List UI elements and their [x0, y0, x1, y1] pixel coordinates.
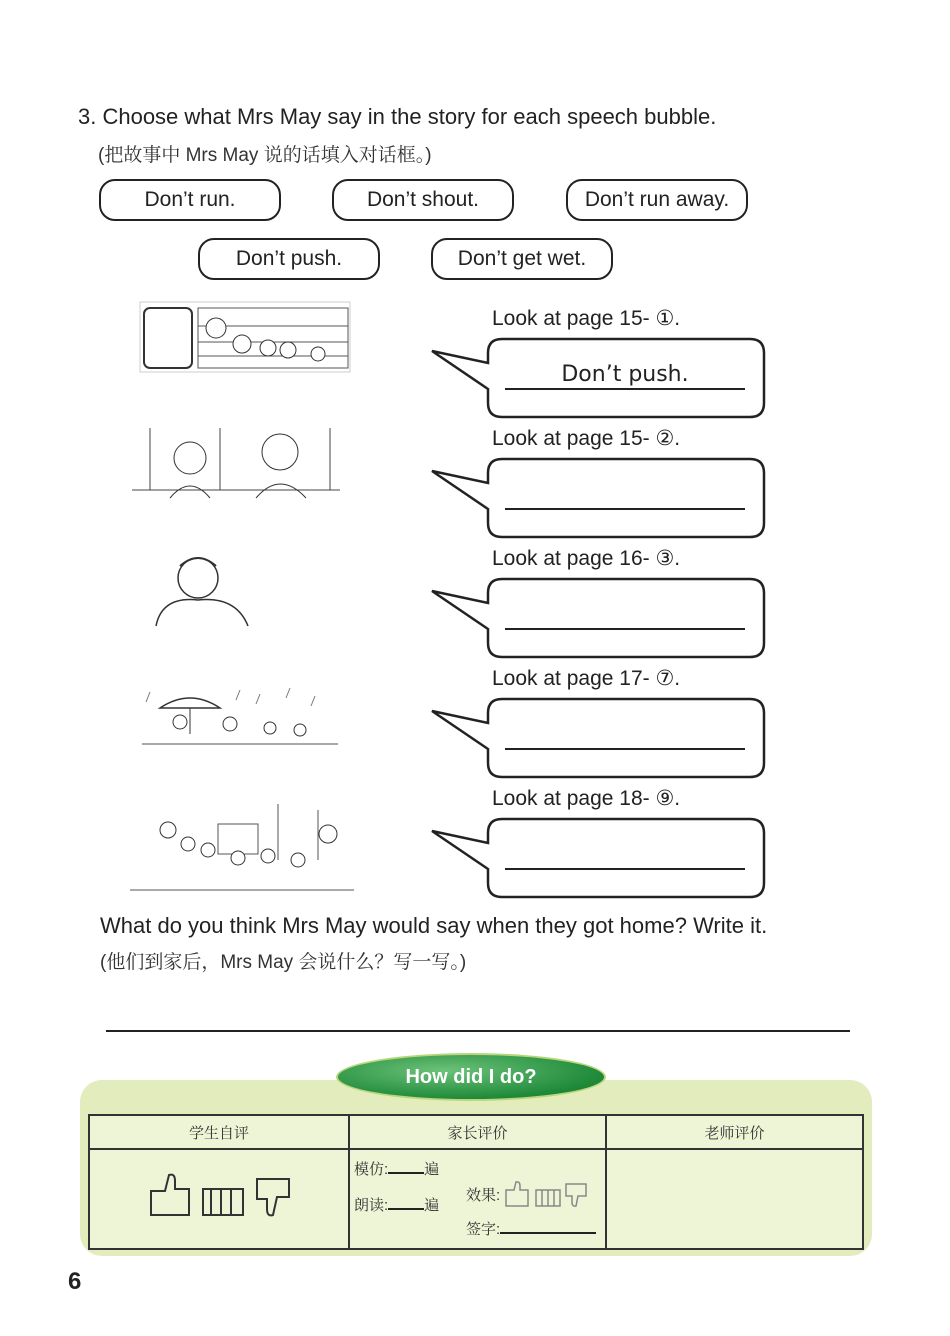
question-title: 3. Choose what Mrs May say in the story for each speech bubble. — [78, 104, 717, 129]
option-dont-run-away[interactable]: Don’t run away. — [566, 179, 748, 221]
option-dont-push[interactable]: Don’t push. — [198, 238, 380, 280]
imitate-times: 遍 — [424, 1161, 440, 1178]
option-dont-shout[interactable]: Don’t shout. — [332, 179, 514, 221]
sign-row — [466, 1218, 596, 1239]
item-1-label: Look at page 15- ①. — [492, 307, 681, 330]
parent-eval-cell[interactable] — [349, 1149, 606, 1249]
crowd-street-illustration — [128, 800, 356, 894]
read-row — [354, 1194, 439, 1215]
how-did-i-do-badge: How did I do? — [336, 1053, 606, 1101]
answer-1[interactable]: Don’t push. — [561, 362, 689, 387]
answer-line-4[interactable] — [505, 748, 745, 750]
children-at-bus-illustration — [138, 298, 354, 376]
children-on-bus-illustration — [130, 424, 342, 500]
answer-line-1[interactable] — [505, 388, 745, 390]
option-dont-run[interactable]: Don’t run. — [99, 179, 281, 221]
item-4-label: Look at page 17- ⑦. — [492, 667, 681, 690]
question2-subtitle: (他们到家后，Mrs May 会说什么？写一写。) — [100, 952, 467, 973]
read-label: 朗读: — [353, 1197, 389, 1214]
imitate-count-field[interactable] — [388, 1172, 424, 1174]
imitate-row — [354, 1158, 439, 1179]
question2-text: What do you think Mrs May would say when they got home? Write it. — [100, 913, 768, 938]
sign-label: 签字: — [465, 1221, 501, 1238]
speech-bubble-5[interactable] — [430, 817, 766, 899]
self-eval-cell[interactable] — [89, 1149, 349, 1249]
header-self-eval: 学生自评 — [89, 1115, 349, 1149]
teacher-eval-cell[interactable] — [606, 1149, 863, 1249]
answer-line-5[interactable] — [505, 868, 745, 870]
sign-field[interactable] — [500, 1232, 596, 1234]
header-parent-eval: 家长评价 — [349, 1115, 606, 1149]
evaluation-table — [88, 1114, 864, 1250]
write-answer-line[interactable] — [106, 1030, 850, 1032]
item-3-label: Look at page 16- ③. — [492, 547, 681, 570]
thumbs-rating-icon[interactable] — [139, 1167, 299, 1227]
item-5-label: Look at page 18- ⑨. — [492, 787, 681, 810]
mrs-may-illustration — [152, 550, 256, 628]
speech-bubble-2[interactable] — [430, 457, 766, 539]
read-count-field[interactable] — [388, 1208, 424, 1210]
answer-line-2[interactable] — [505, 508, 745, 510]
speech-bubble-4[interactable] — [430, 697, 766, 779]
header-teacher-eval: 老师评价 — [606, 1115, 863, 1149]
question-subtitle: (把故事中 Mrs May 说的话填入对话框。) — [98, 145, 432, 166]
effect-label: 效果: — [465, 1186, 501, 1204]
item-2-label: Look at page 15- ②. — [492, 427, 681, 450]
effect-thumbs-icon[interactable] — [500, 1178, 590, 1210]
speech-bubble-3[interactable] — [430, 577, 766, 659]
rain-umbrella-illustration — [140, 684, 340, 750]
read-times: 遍 — [424, 1197, 440, 1214]
option-dont-get-wet[interactable]: Don’t get wet. — [431, 238, 613, 280]
effect-row — [466, 1178, 590, 1210]
answer-line-3[interactable] — [505, 628, 745, 630]
page-number: 6 — [68, 1268, 82, 1295]
imitate-label: 模仿: — [353, 1161, 389, 1178]
